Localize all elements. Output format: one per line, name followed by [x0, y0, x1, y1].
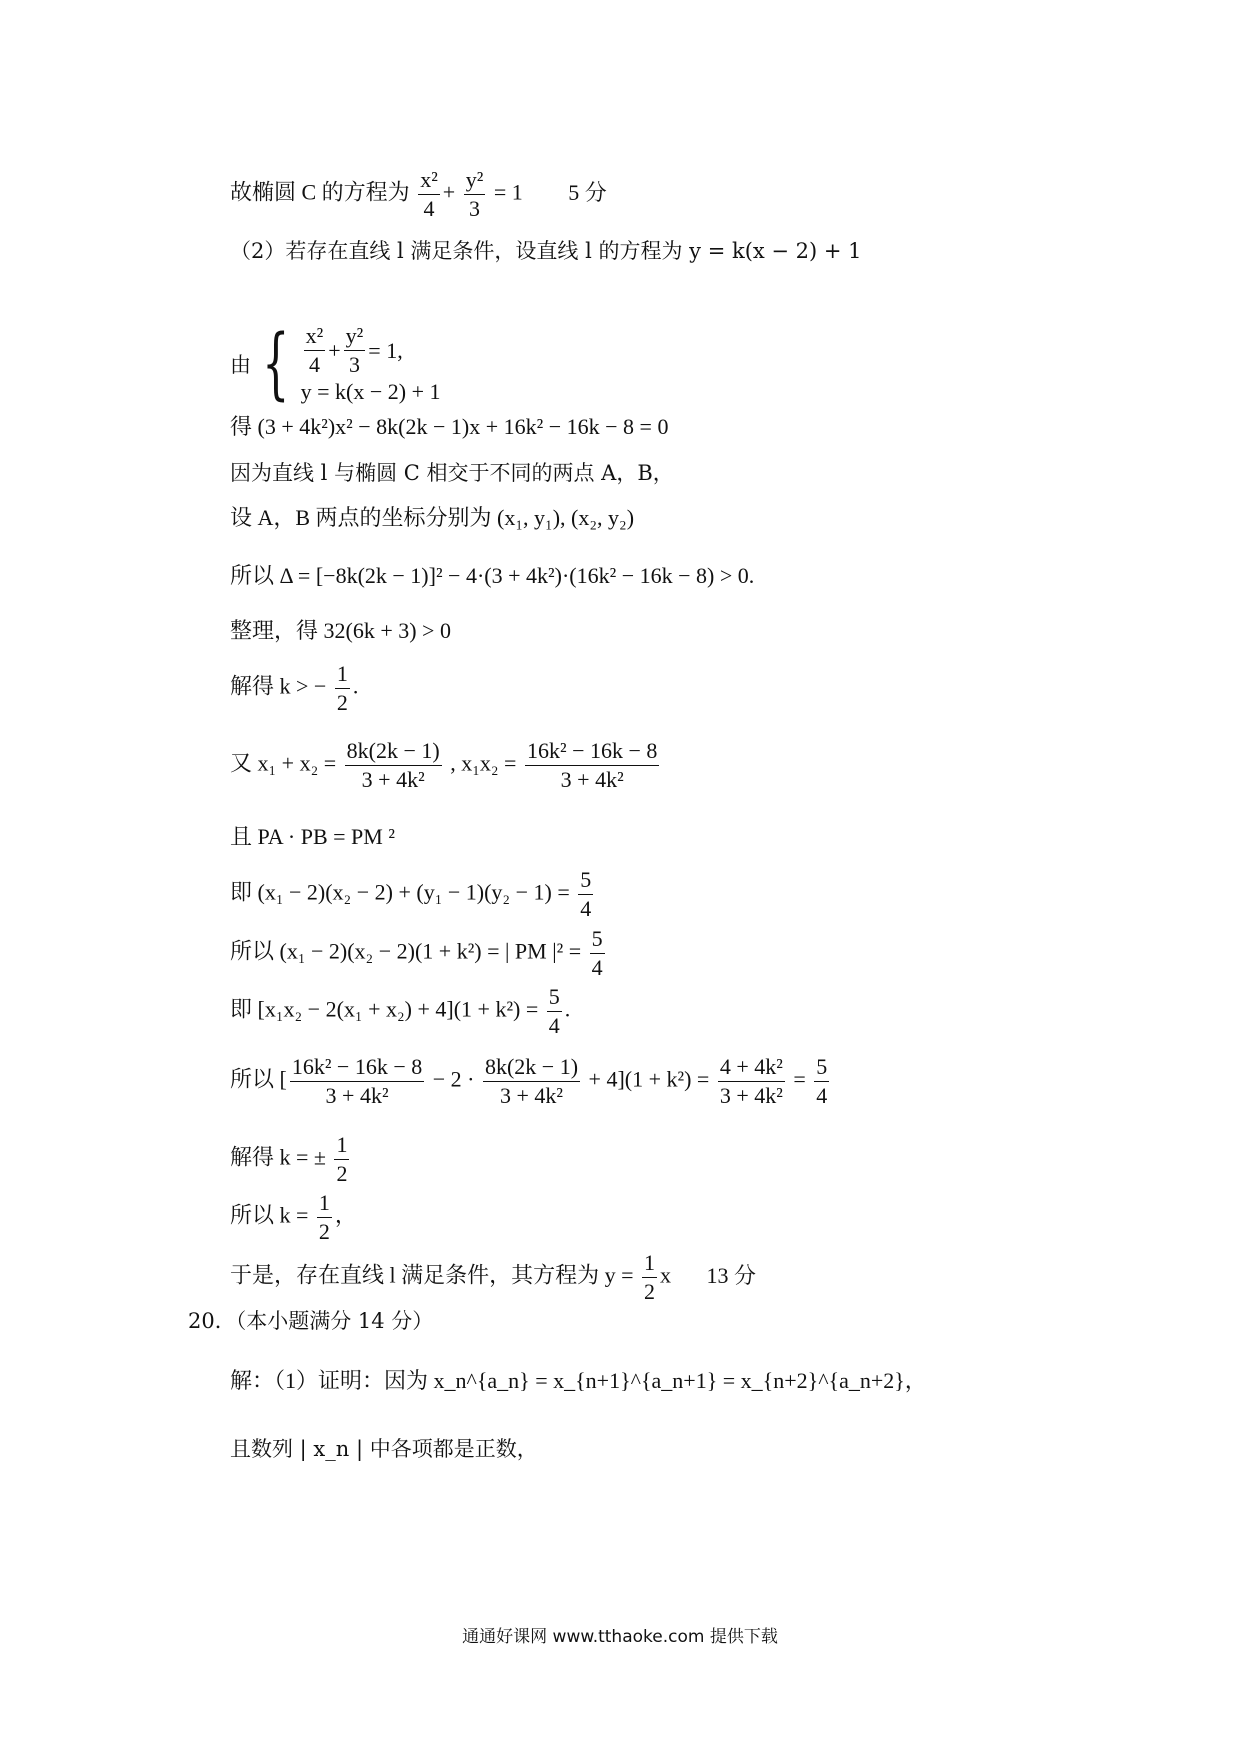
left-brace: {: [262, 318, 290, 409]
coordinates-line: 设 A，B 两点的坐标分别为 (x₁, y₁), (x₂, y₂): [230, 505, 635, 530]
positive-terms-line: 且数列 | x_n | 中各项都是正数，: [230, 1437, 538, 1461]
ellipse-equation-line: 故椭圆 C 的方程为 $\frac{\text{x²}}{4}$ + $\frac{\text{y²}}{3}$ = 1 5 分: [230, 167, 607, 221]
bracket-expression-line: 即 [x₁x₂ − 2(x₁ + x₂) + 4](1 + k²) = $\frac{5}{4}$ .: [230, 984, 571, 1038]
equation-system: 由 { $\frac{\text{x²}}{4}$ + $\frac{\text{y²}}{3}$ = 1 , y = k(x − 2) + 1: [230, 318, 441, 409]
simplify-line: 整理，得 32(6k + 3) > 0: [230, 618, 451, 643]
score-5: 5 分: [568, 179, 607, 205]
quadratic-line: 得 (3 + 4k²)x² − 8k(2k − 1)x + 16k² − 16k − 8 = 0: [230, 414, 669, 439]
vector-condition-line: 且 PA · PB = PM ²: [230, 824, 395, 849]
k-range-line: 解得 k > − $\frac{1}{2}$ .: [230, 661, 359, 715]
intersection-line: 因为直线 l 与椭圆 C 相交于不同的两点 A，B，: [230, 461, 674, 485]
part2-assumption-line: （2）若存在直线 l 满足条件，设直线 l 的方程为 y = k(x − 2) + 1: [230, 239, 862, 263]
k-value-line: 所以 k = $\frac{1}{2}$ ，: [230, 1190, 357, 1244]
pm-squared-line: 所以 (x₁ − 2)(x₂ − 2)(1 + k²) = | PM |² = $\frac{5}{4}$: [230, 926, 603, 980]
ellipse-equation-prefix: 故椭圆 C 的方程为: [230, 179, 410, 205]
substitution-line: 所以 [ $\frac{\text{16k² − 16k − 8}}{\text{3 + 4k²}}$ − 2 · $\frac{8k(2k - 1)}{\text{3 + 4k²}}$ + 4](1 + k²) = $\frac{\text{4 + 4k²}}{\text{3 + 4k²}}$ = $\frac{5}{4}$: [230, 1054, 828, 1108]
discriminant-line: 所以 Δ = [−8k(2k − 1)]² − 4·(3 + 4k²)·(16k² − 16k − 8) > 0.: [230, 563, 755, 588]
dot-product-line: 即 (x₁ − 2)(x₂ − 2) + (y₁ − 1)(y₂ − 1) = $\frac{5}{4}$: [230, 867, 592, 921]
score-13: 13 分: [706, 1262, 757, 1288]
system-row-2: y = k(x − 2) + 1: [300, 379, 441, 404]
fraction-y2-over-3: $\frac{\text{y²}}{3}$: [465, 167, 484, 221]
vieta-line: 又 x₁ + x₂ = $\frac{8k(2k - 1)}{\text{3 + 4k²}}$ , x₁x₂ = $\frac{\text{16k² − 16k − 8}}{\text{3 + 4k²}}$: [230, 738, 658, 792]
part1-proof-line: 解：（1）证明：因为 x_n^{a_n} = x_{n+1}^{a_n+1} = x_{n+2}^{a_n+2}，: [230, 1368, 927, 1393]
fraction-x2-over-4: $\frac{\text{x²}}{4}$: [420, 167, 438, 221]
problem-20-heading: 20．（本小题满分 14 分）: [188, 1309, 434, 1333]
footer-credit: 通通好课网 www.tthaoke.com 提供下载: [462, 1627, 778, 1647]
k-solutions-line: 解得 k = ± $\frac{1}{2}$: [230, 1132, 348, 1186]
conclusion-line: 于是，存在直线 l 满足条件，其方程为 y = $\frac{1}{2}$ x 13 分: [230, 1250, 757, 1304]
